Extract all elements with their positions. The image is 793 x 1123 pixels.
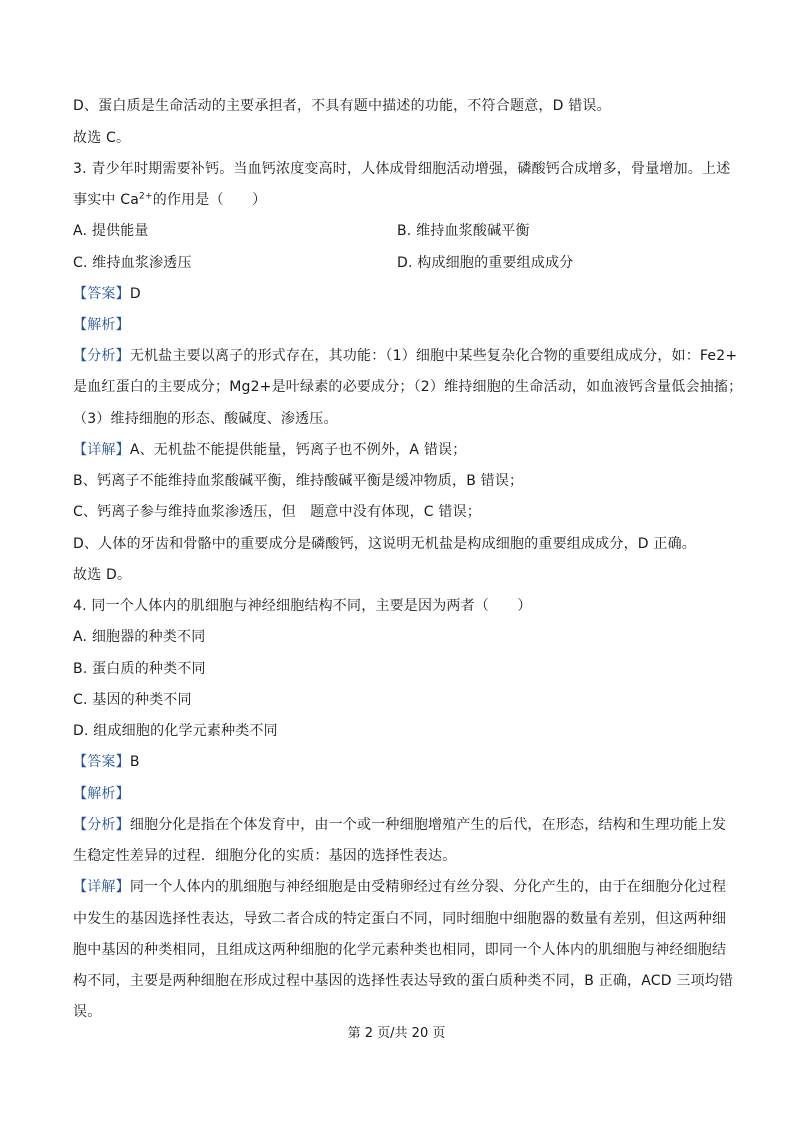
text-line: （3）维持细胞的形态、酸碱度、渗透压。 (73, 411, 338, 427)
text-line: 是血红蛋白的主要成分；Mg2+是叶绿素的必要成分；（2）维持细胞的生命活动，如血液钙含量低会抽搐； (73, 379, 743, 395)
text-part: 的作用是（ ） (152, 192, 267, 208)
text-line: B、钙离子不能维持血浆酸碱平衡，维持酸碱平衡是缓冲物质，B 错误； (73, 473, 524, 489)
question-3-stem-cont (73, 191, 266, 209)
answer-line (73, 753, 140, 771)
question-3-stem: 3. 青少年时期需要补钙。当血钙浓度变高时，人体成骨细胞活动增强，磷酸钙合成增多，骨量增加。上述 (73, 161, 731, 177)
analysis-tag: 【解析】 (73, 317, 130, 333)
option-d: D. 组成细胞的化学元素种类不同 (73, 723, 278, 739)
text-line: 中发生的基因选择性表达，导致二者合成的特定蛋白不同，同时细胞中细胞器的数量有差别，但这两种细 (73, 911, 727, 927)
text-line: D、蛋白质是生命活动的主要承担者，不具有题中描述的功能，不符合题意，D 错误。 (73, 98, 611, 114)
answer-value: D (129, 286, 141, 302)
fenxi-tag: 【分析】 (73, 348, 130, 364)
xiangjie-text: 同一个人体内的肌细胞与神经细胞是由受精卵经过有丝分裂、分化产生的，由于在细胞分化过程 (129, 879, 727, 895)
option-b: B. 蛋白质的种类不同 (73, 661, 206, 677)
text-line: D、人体的牙齿和骨骼中的重要成分是磷酸钙，这说明无机盐是构成细胞的重要组成成分，D 正确。 (73, 536, 697, 552)
page-number-footer: 第 2 页/共 20 页 (347, 1026, 446, 1041)
option-c: C. 基因的种类不同 (73, 692, 192, 708)
answer-value: B (129, 754, 140, 770)
text-line: 故选 C。 (73, 130, 131, 146)
text-line: 构不同，主要是两种细胞在形成过程中基因的选择性表达导致的蛋白质种类不同，B 正确，ACD 三项均错 (73, 973, 734, 989)
text-line: C、钙离子参与维持血浆渗透压，但 题意中没有体现，C 错误； (73, 504, 481, 520)
option-a: A. 细胞器的种类不同 (73, 629, 206, 645)
xiangjie-line (73, 878, 726, 896)
xiangjie-tag: 【详解】 (73, 442, 130, 458)
option-b: B. 维持血浆酸碱平衡 (397, 223, 530, 239)
option-c: C. 维持血浆渗透压 (73, 255, 192, 271)
analysis-heading (73, 785, 130, 803)
text-line: 胞中基因的种类相同，且组成这两种细胞的化学元素种类也相同，即同一个人体内的肌细胞与神经细胞结 (73, 942, 727, 958)
fenxi-text: 无机盐主要以离子的形式存在，其功能：（1）细胞中某些复杂化合物的重要组成成分，如：Fe2+ (129, 348, 738, 364)
answer-tag: 【答案】 (73, 754, 130, 770)
answer-tag: 【答案】 (73, 286, 130, 302)
answer-line (73, 285, 141, 303)
text-line: 误。 (73, 1004, 102, 1020)
text-line: 故选 D。 (73, 567, 132, 583)
text-part: 事实中 Ca (73, 192, 140, 208)
analysis-heading (73, 316, 130, 334)
fenxi-line (73, 816, 726, 834)
fenxi-line (73, 347, 737, 365)
option-a: A. 提供能量 (73, 223, 149, 239)
option-d: D. 构成细胞的重要组成成分 (397, 255, 574, 271)
xiangjie-text: A、无机盐不能提供能量，钙离子也不例外，A 错误； (129, 442, 467, 458)
text-line: 生稳定性差异的过程．细胞分化的实质：基因的选择性表达。 (73, 848, 457, 864)
xiangjie-tag: 【详解】 (73, 879, 130, 895)
fenxi-text: 细胞分化是指在个体发育中，由一个或一种细胞增殖产生的后代，在形态，结构和生理功能上发 (129, 817, 727, 833)
question-4-stem: 4. 同一个人体内的肌细胞与神经细胞结构不同，主要是因为两者（ ） (73, 598, 532, 614)
superscript: 2+ (139, 191, 153, 202)
analysis-tag: 【解析】 (73, 786, 130, 802)
xiangjie-line (73, 441, 466, 459)
fenxi-tag: 【分析】 (73, 817, 130, 833)
